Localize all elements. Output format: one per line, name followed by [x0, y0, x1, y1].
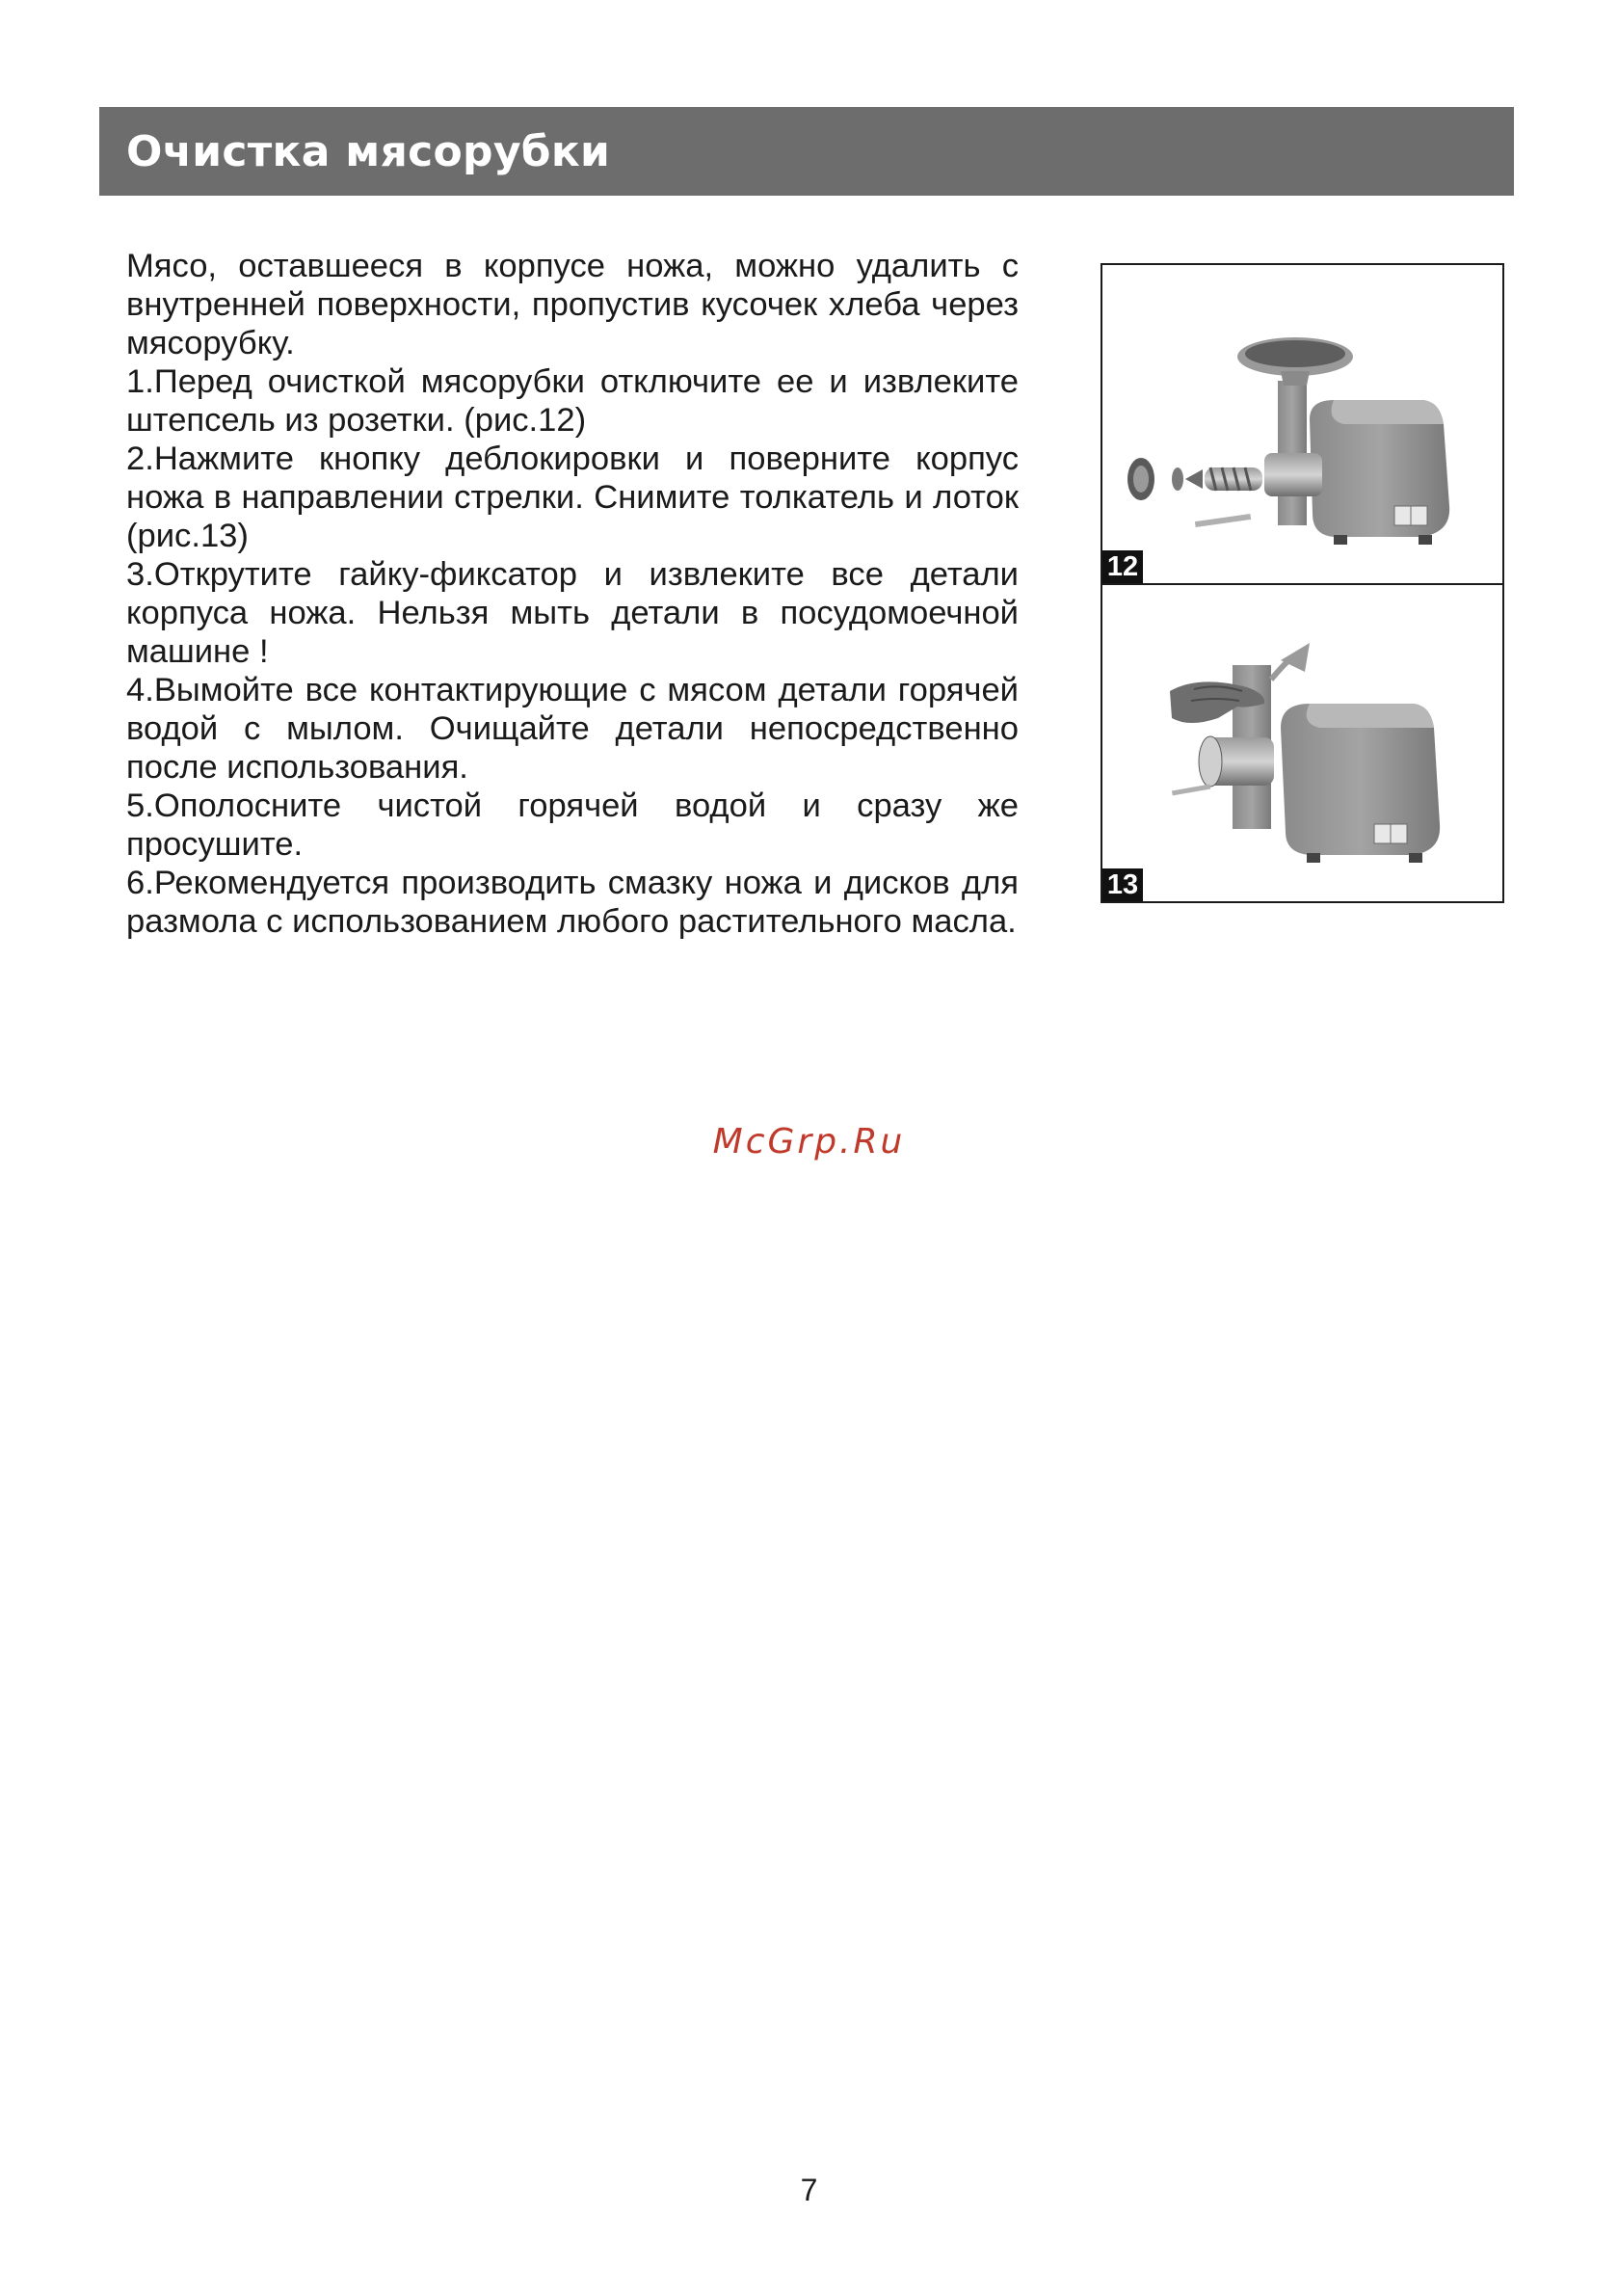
figures-panel — [1101, 263, 1504, 903]
instructions-text — [126, 247, 1019, 941]
section-title: Очистка мясорубки — [126, 126, 611, 176]
page-number: 7 — [800, 2173, 818, 2207]
step-5: 5.Ополосните чистой горячей водой и сразу же просушите. — [126, 788, 1019, 863]
figure-number-13: 13 — [1102, 868, 1143, 901]
figure-number-12: 12 — [1102, 550, 1143, 583]
watermark: McGrp.Ru — [712, 1122, 906, 1161]
step-2: 2.Нажмите кнопку деблокировки и поверните корпус ножа в направлении стрелки. Снимите толкатель и лоток (рис.13) — [126, 441, 1019, 554]
intro-paragraph: Мясо, оставшееся в корпусе ножа, можно удалить с внутренней поверхности, пропустив кусочек хлеба через мясорубку. — [126, 248, 1019, 361]
section-header — [99, 107, 1514, 196]
figure-12 — [1102, 265, 1502, 585]
step-6: 6.Рекомендуется производить смазку ножа и дисков для размола с использованием любого растительного масла. — [126, 865, 1019, 940]
step-4: 4.Вымойте все контактирующие с мясом детали горячей водой с мылом. Очищайте детали непосредственно после использования. — [126, 672, 1019, 786]
meat-grinder-disassembled-illustration — [1102, 265, 1502, 581]
step-1: 1.Перед очисткой мясорубки отключите ее и извлеките штепсель из розетки. (рис.12) — [126, 363, 1019, 439]
figure-13 — [1102, 583, 1502, 901]
step-3: 3.Открутите гайку-фиксатор и извлеките все детали корпуса ножа. Нельзя мыть детали в посудомоечной машине ! — [126, 556, 1019, 670]
meat-grinder-unlocking-illustration — [1102, 583, 1502, 899]
